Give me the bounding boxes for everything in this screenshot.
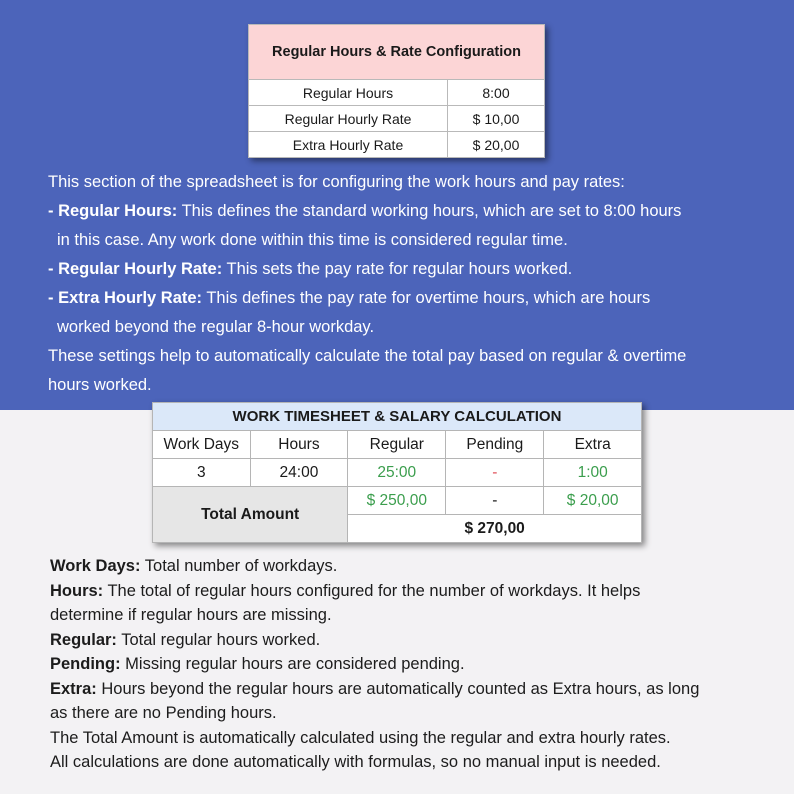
config-value[interactable]: 8:00 bbox=[448, 80, 545, 106]
timesheet-header-row bbox=[153, 431, 642, 459]
note-hours: Hours: The total of regular hours configured for the number of workdays. It helps bbox=[50, 581, 641, 600]
timesheet-explanation bbox=[50, 554, 770, 775]
config-value[interactable]: $ 10,00 bbox=[448, 106, 545, 132]
config-row-extra-rate bbox=[249, 132, 545, 158]
note-hours-cont: determine if regular hours are missing. bbox=[50, 606, 332, 624]
regular-cell[interactable]: 25:00 bbox=[348, 459, 446, 487]
timesheet-salary-table bbox=[152, 402, 642, 543]
intro-item-regular-rate: - Regular Hourly Rate: This sets the pay rate for regular hours worked. bbox=[48, 260, 573, 278]
column-header: Pending bbox=[446, 431, 544, 459]
grand-total-cell[interactable]: $ 270,00 bbox=[348, 515, 642, 543]
pending-cell[interactable]: - bbox=[446, 459, 544, 487]
note-work-days: Work Days: Total number of workdays. bbox=[50, 557, 338, 575]
config-label: Regular Hourly Rate bbox=[249, 106, 448, 132]
column-header: Extra bbox=[544, 431, 642, 459]
config-table-title: Regular Hours & Rate Configuration bbox=[249, 25, 545, 80]
extra-amount-cell[interactable]: $ 20,00 bbox=[544, 487, 642, 515]
config-row-regular-rate bbox=[249, 106, 545, 132]
config-label: Regular Hours bbox=[249, 80, 448, 106]
note-closing-auto: All calculations are done automatically with formulas, so no manual input is needed. bbox=[50, 753, 661, 771]
intro-closing: These settings help to automatically calculate the total pay based on regular & overtime bbox=[48, 347, 687, 365]
config-label: Extra Hourly Rate bbox=[249, 132, 448, 158]
timesheet-data-row bbox=[153, 459, 642, 487]
column-header: Hours bbox=[250, 431, 348, 459]
extra-cell[interactable]: 1:00 bbox=[544, 459, 642, 487]
rate-configuration-table bbox=[248, 24, 545, 158]
note-extra: Extra: Hours beyond the regular hours are automatically counted as Extra hours, as long bbox=[50, 679, 700, 698]
intro-lead: This section of the spreadsheet is for configuring the work hours and pay rates: bbox=[48, 173, 625, 191]
note-closing-total: The Total Amount is automatically calculated using the regular and extra hourly rates. bbox=[50, 728, 671, 747]
intro-item-extra-rate: - Extra Hourly Rate: This defines the pay rate for overtime hours, which are hours bbox=[48, 289, 651, 307]
config-row-regular-hours bbox=[249, 80, 545, 106]
timesheet-title: WORK TIMESHEET & SALARY CALCULATION bbox=[153, 403, 642, 431]
intro-item-regular-hours-cont: in this case. Any work done within this time is considered regular time. bbox=[57, 231, 568, 249]
configuration-description bbox=[48, 168, 768, 400]
timesheet-amount-row bbox=[153, 487, 642, 515]
column-header: Work Days bbox=[153, 431, 251, 459]
total-amount-label: Total Amount bbox=[153, 487, 348, 543]
column-header: Regular bbox=[348, 431, 446, 459]
hours-cell[interactable]: 24:00 bbox=[250, 459, 348, 487]
config-value[interactable]: $ 20,00 bbox=[448, 132, 545, 158]
work-days-cell[interactable]: 3 bbox=[153, 459, 251, 487]
note-regular: Regular: Total regular hours worked. bbox=[50, 630, 321, 649]
note-pending: Pending: Missing regular hours are considered pending. bbox=[50, 655, 465, 673]
intro-closing-cont: hours worked. bbox=[48, 376, 152, 394]
note-extra-cont: as there are no Pending hours. bbox=[50, 704, 277, 722]
pending-amount-cell[interactable]: - bbox=[446, 487, 544, 515]
intro-item-regular-hours: - Regular Hours: This defines the standard working hours, which are set to 8:00 hours bbox=[48, 202, 682, 220]
regular-amount-cell[interactable]: $ 250,00 bbox=[348, 487, 446, 515]
intro-item-extra-rate-cont: worked beyond the regular 8-hour workday. bbox=[57, 318, 375, 336]
